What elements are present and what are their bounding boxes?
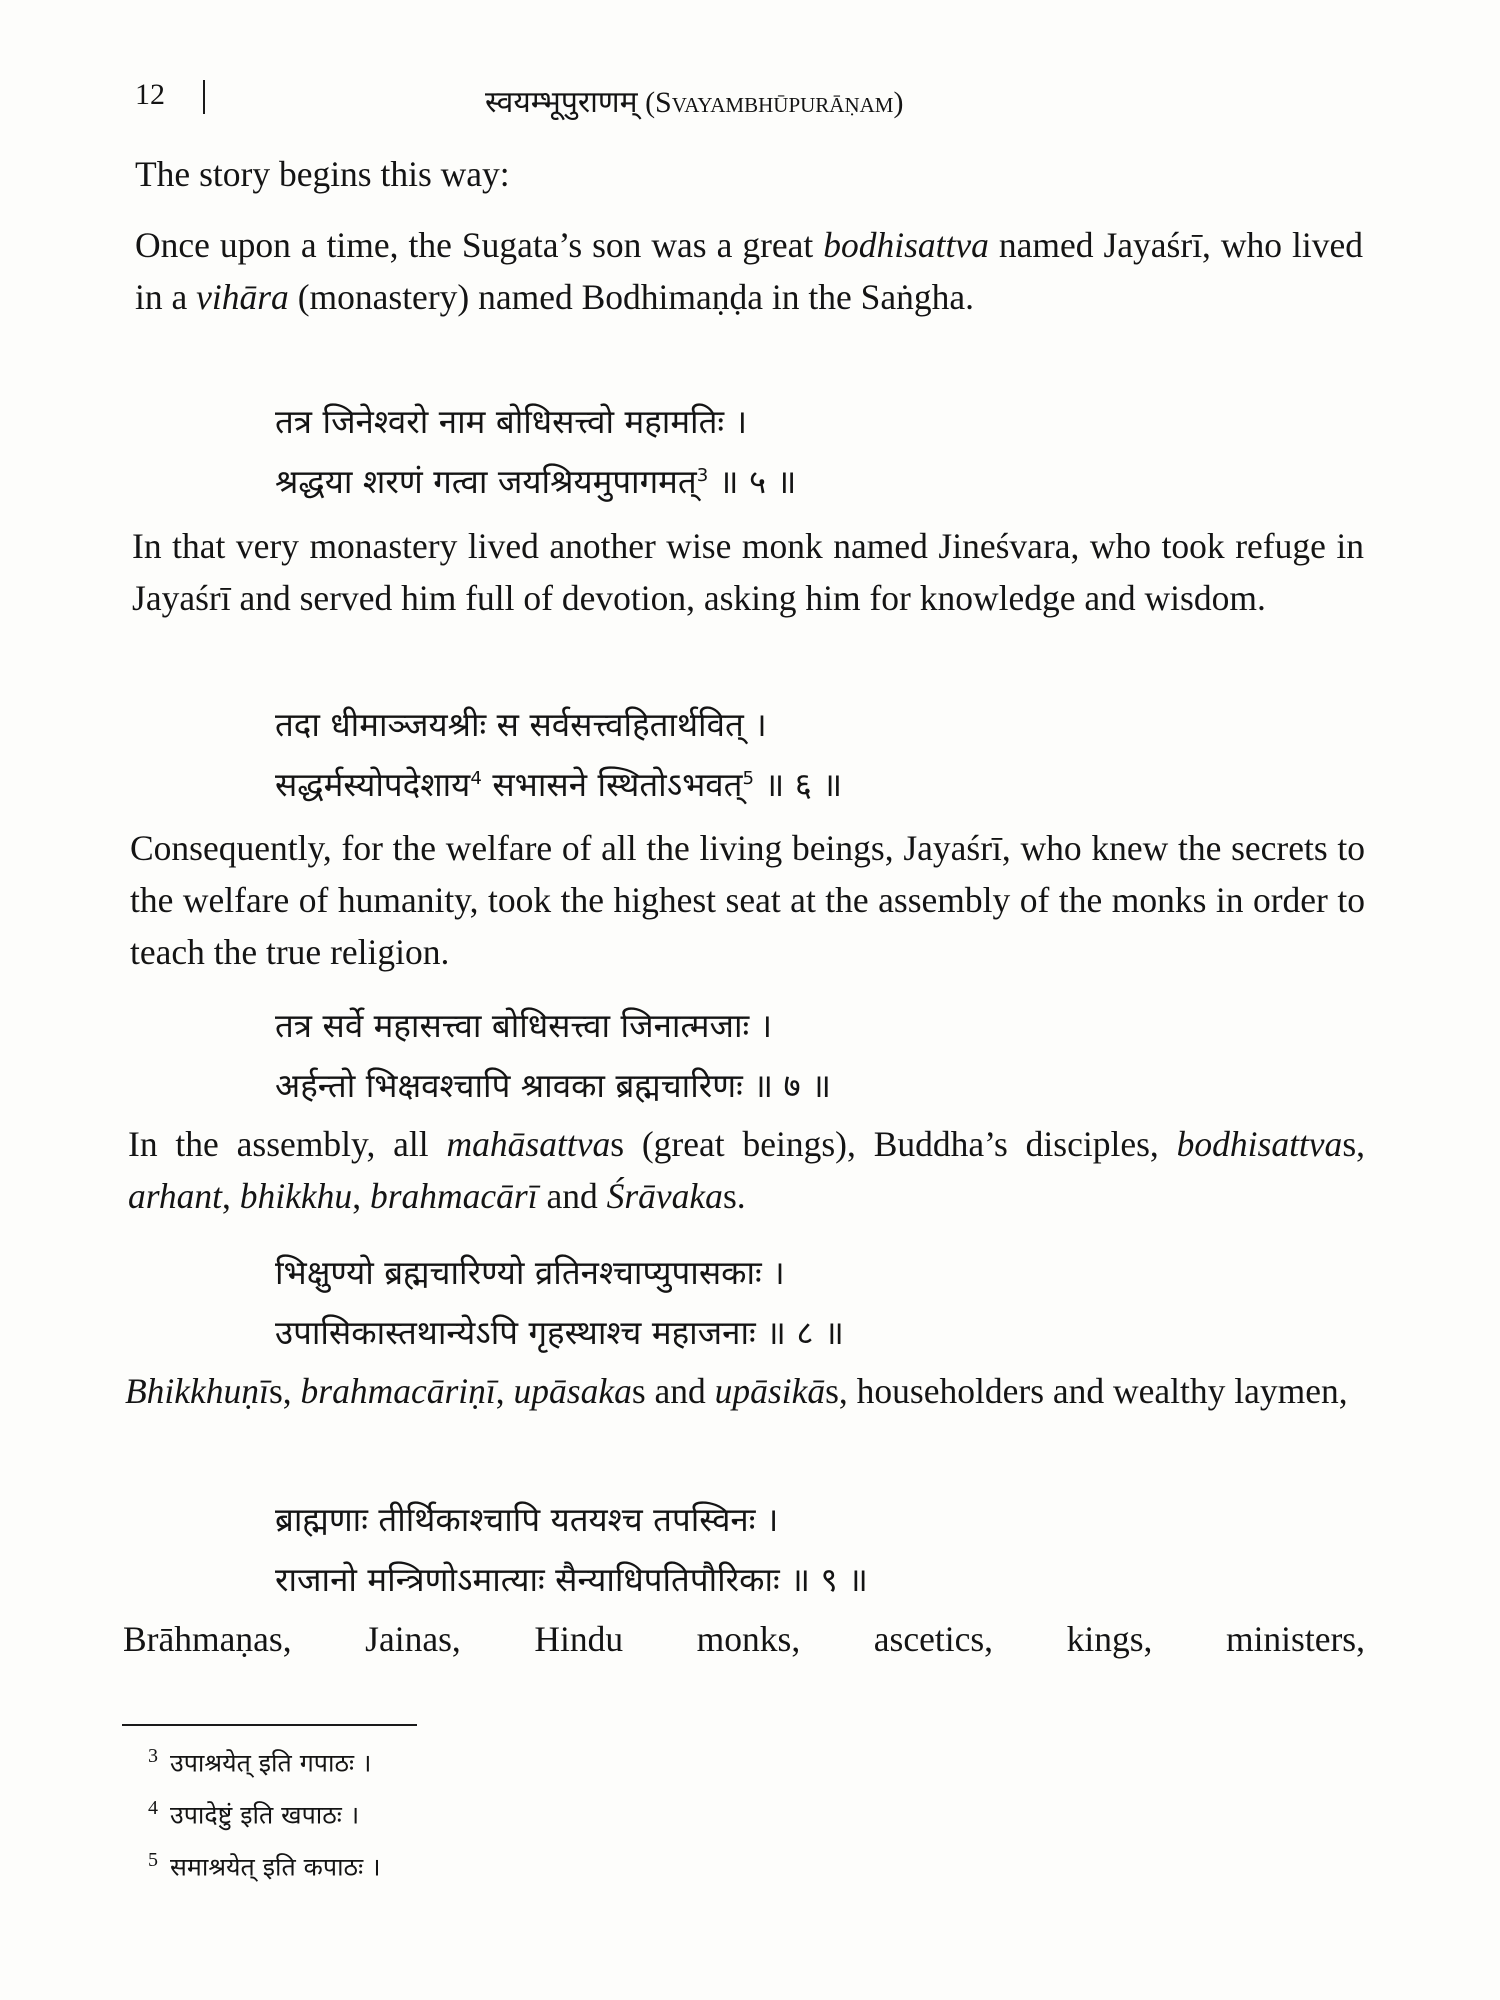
footnote-divider — [122, 1724, 417, 1726]
text-run: s, — [268, 1371, 301, 1411]
italic-term: arhant — [128, 1176, 223, 1216]
italic-term: bodhisattva — [823, 225, 989, 265]
title-transliteration: (Svayambhūpurāṇam) — [645, 86, 904, 119]
footnote-number: 3 — [148, 1745, 158, 1767]
verse-9 — [275, 1490, 868, 1610]
text-run: In the assembly, all — [128, 1124, 447, 1164]
italic-term: Bhikkhuṇī — [125, 1371, 269, 1411]
footnote-ref: 5 — [742, 768, 755, 789]
verse-8 — [275, 1243, 844, 1363]
text-run: Once upon a time, the Sugata’s son was a great — [135, 225, 824, 265]
verse-line: तत्र सर्वे महासत्त्वा बोधिसत्त्वा जिनात्मजाः । — [275, 1006, 773, 1045]
paragraph-2: In that very monastery lived another wise monk named Jineśvara, who took refuge in Jayaśrī and served him full of devotion, asking him for knowledge and wisdom. — [132, 526, 1364, 618]
footnote-text: समाश्रयेत् इति कपाठः । — [170, 1852, 381, 1882]
footnote-ref: 3 — [696, 465, 709, 486]
text-run: , — [352, 1176, 370, 1216]
verse-line: तत्र जिनेश्वरो नाम बोधिसत्त्वो महामतिः । — [275, 402, 748, 441]
footnote-text: उपाश्रयेत् इति गपाठः । — [170, 1748, 372, 1778]
italic-term: upāsikā — [714, 1371, 826, 1411]
italic-term: vihāra — [196, 277, 289, 317]
verse-7 — [275, 996, 831, 1116]
text-run: s, householders and wealthy laymen, — [825, 1371, 1348, 1411]
text-run: , — [222, 1176, 240, 1216]
paragraph-6: Brāhmaṇas, Jainas, Hindu monks, ascetics, kings, ministers, — [123, 1619, 1365, 1659]
footnote-text: उपादेष्टुं इति खपाठः । — [170, 1800, 360, 1830]
italic-term: brahmacārī — [369, 1176, 538, 1216]
verse-text: श्रद्धया शरणं गत्वा जयश्रियमुपागमत् — [275, 462, 697, 501]
italic-term: upāsaka — [513, 1371, 632, 1411]
header-separator — [203, 80, 205, 114]
verse-text: सभासने स्थितोऽभवत् — [481, 765, 743, 804]
footnote-number: 5 — [148, 1849, 158, 1871]
verse-line: ब्राह्मणाः तीर्थिकाश्चापि यतयश्च तपस्विनः । — [275, 1500, 779, 1539]
text-run: s, — [1342, 1124, 1366, 1164]
intro-line: The story begins this way: — [135, 154, 510, 194]
verse-line: अर्हन्तो भिक्षवश्चापि श्रावका ब्रह्मचारिणः ॥ ७ ॥ — [275, 1066, 831, 1105]
italic-term: brahmacāriṇī — [300, 1371, 496, 1411]
verse-line: राजानो मन्त्रिणोऽमात्याः सैन्याधिपतिपौरिकाः ॥ ९ ॥ — [275, 1560, 868, 1599]
text-run: (monastery) named Bodhimaṇḍa in the Saṅgha. — [288, 277, 974, 317]
paragraph-4 — [128, 1118, 1365, 1222]
italic-term: bhikkhu — [239, 1176, 353, 1216]
paragraph-1 — [135, 219, 1363, 323]
italic-term: bodhisattva — [1176, 1124, 1343, 1164]
title-devanagari: स्वयम्भूपुराणम् — [485, 86, 638, 119]
paragraph-3: Consequently, for the welfare of all the living beings, Jayaśrī, who knew the secrets to the welfare of humanity, took the highest seat at the assembly of the monks in order to teach the true religion. — [130, 828, 1365, 972]
verse-6 — [275, 695, 842, 815]
text-run: named Jayaśrī, who lived in a — [135, 225, 1363, 317]
footnote-5 — [148, 1849, 381, 1883]
footnote-4 — [148, 1797, 359, 1831]
italic-term: mahāsattva — [446, 1124, 611, 1164]
verse-line — [275, 755, 842, 815]
paragraph-5 — [125, 1365, 1365, 1417]
verse-line: उपासिकास्तथान्येऽपि गृहस्थाश्च महाजनाः ॥ ८ ॥ — [275, 1313, 844, 1352]
verse-text: सद्धर्मस्योपदेशाय — [275, 765, 471, 804]
footnote-number: 4 — [148, 1797, 158, 1819]
text-run: s. — [722, 1176, 746, 1216]
verse-line — [275, 452, 796, 512]
footnote-ref: 4 — [470, 768, 482, 789]
italic-term: Śrāvaka — [606, 1176, 723, 1216]
running-header — [135, 78, 1365, 128]
text-run: and — [537, 1176, 607, 1216]
running-title — [485, 80, 903, 121]
verse-number: ॥ ६ ॥ — [754, 765, 843, 804]
page-number: 12 — [135, 78, 165, 111]
footnote-3 — [148, 1745, 371, 1779]
verse-line: तदा धीमाञ्जयश्रीः स सर्वसत्त्वहितार्थवित् । — [275, 705, 767, 744]
verse-line: भिक्षुण्यो ब्रह्मचारिण्यो व्रतिनश्चाप्युपासकाः । — [275, 1253, 785, 1292]
text-run: s (great beings), Buddha’s disciples, — [610, 1124, 1177, 1164]
verse-5 — [275, 392, 796, 512]
text-run: , — [495, 1371, 514, 1411]
text-run: s and — [631, 1371, 715, 1411]
verse-number: ॥ ५ ॥ — [708, 462, 797, 501]
